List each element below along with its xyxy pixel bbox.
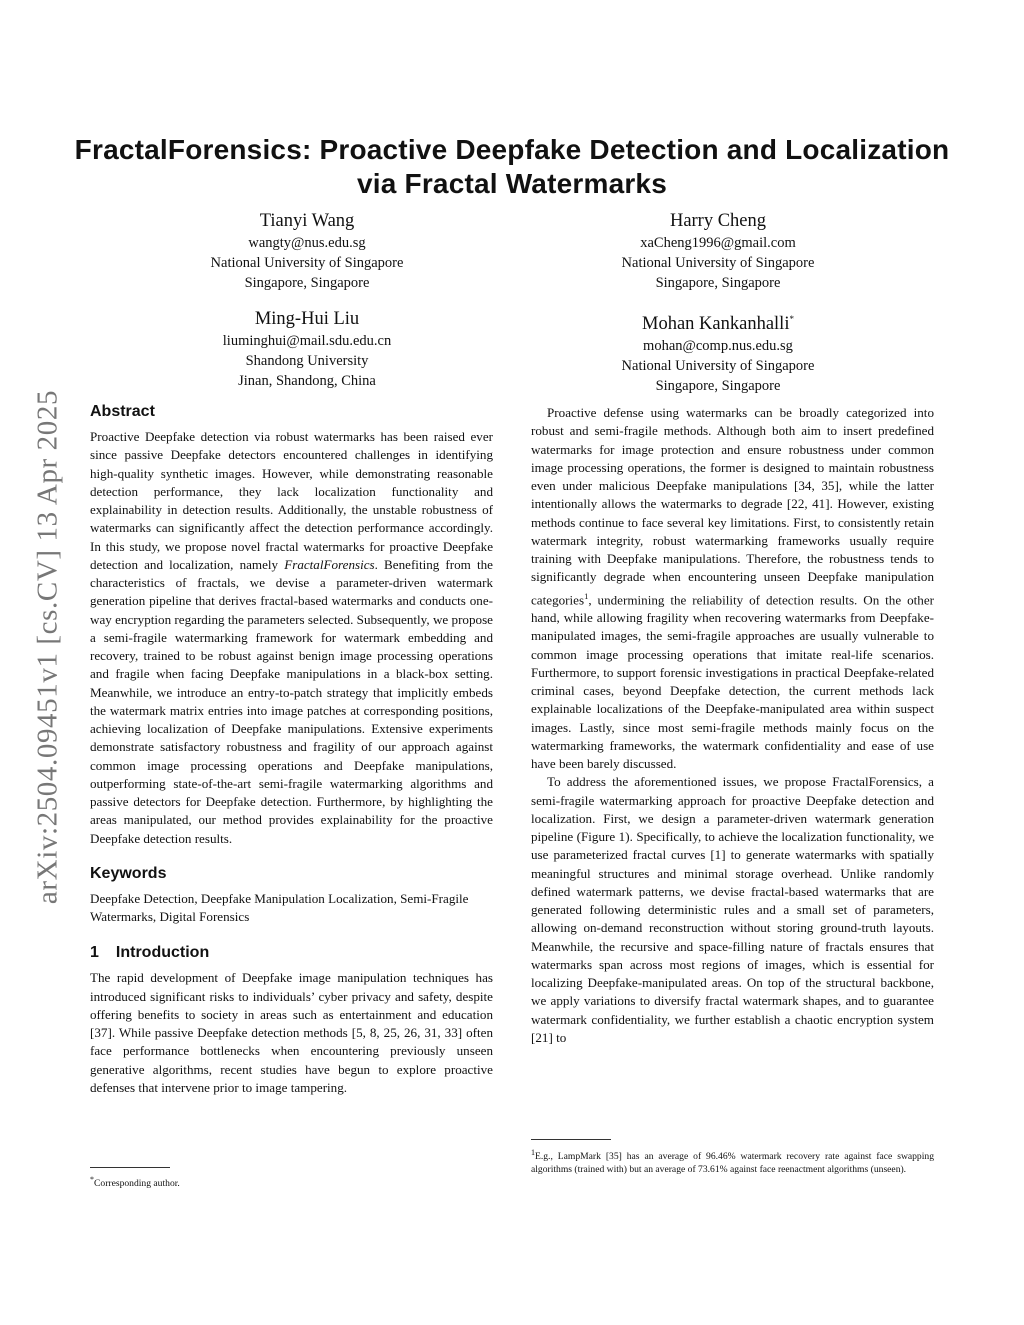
author-name: Harry Cheng bbox=[669, 211, 767, 231]
author-block bbox=[147, 307, 467, 391]
paragraph-text: Proactive defense using watermarks can be broadly categorized into robust and semi-fragile methods. Although both aim to insert predefined watermarks for image protection and ensure robustness under common image processing operations, the former is designed to maintain robustness even under malicious Deepfake manipulations [34, 35], while the latter intentionally allows the watermarks to degrade [22, 41]. However, existing methods continue to face several key limitations. First, to consistently retain watermark integrity, robust watermarking frameworks usually require training with Deepfake manipulations. Therefore, the robustness tends to significantly degrade when encountering unseen Deepfake manipulation categories bbox=[531, 405, 934, 607]
author-block bbox=[558, 209, 878, 293]
author-name: Tianyi Wang bbox=[259, 211, 355, 231]
author-name: Mohan Kankanhalli bbox=[642, 314, 790, 335]
footnote-rule bbox=[90, 1167, 170, 1168]
footnote-lampmark bbox=[531, 1146, 934, 1176]
author-location: Singapore, Singapore bbox=[655, 275, 781, 291]
keywords-heading: Keywords bbox=[90, 864, 167, 882]
author-block bbox=[147, 209, 467, 293]
body-paragraph: To address the aforementioned issues, we propose FractalForensics, a semi-fragile watermarking approach for proactive Deepfake detection and localization. First, we design a parameter-driven watermark generation pipeline (Figure 1). Specifically, to achieve the localization functionality, we use parameterized fractal curves [1] to generate watermarks with spatially meaningful structures and minimal storage overhead. Unlike randomly defined watermark patterns, we devise fractal-based watermarks that are generated following deterministic rules and a small set of parameters, allowing on-demand reconstruction without storing ground-truth layouts. Meanwhile, the recursive and space-filling nature of fractals ensures that watermarks span across most regions of images, which is essential for localizing Deepfake-manipulated areas. On top of the structural backbone, we apply variations to diversify fractal watermark shapes, and to guarantee watermark confidentiality, we further establish a chaotic encryption system [21] to bbox=[531, 774, 934, 1045]
author-affiliation: Shandong University bbox=[245, 353, 369, 369]
author-email: mohan@comp.nus.edu.sg bbox=[643, 338, 793, 355]
author-affiliation: National University of Singapore bbox=[621, 255, 815, 271]
arxiv-identifier: arXiv:2504.09451v1 [cs.CV] 13 Apr 2025 bbox=[31, 389, 63, 905]
intro-paragraph: The rapid development of Deepfake image manipulation techniques has introduced significant risks to individuals’ cyber privacy and safety, despite offering benefits to society in areas such as entertainment and education [37]. While passive Deepfake detection methods [5, 8, 25, 26, 31, 33] often face performance bottlenecks when encountering previously unseen generative algorithms, recent studies have begun to explore proactive defenses that intervene prior to image tampering. bbox=[90, 970, 493, 1095]
author-affiliation: National University of Singapore bbox=[210, 255, 404, 271]
arxiv-stamp bbox=[10, 352, 85, 942]
author-name: Ming-Hui Liu bbox=[254, 309, 360, 329]
footnote-text: E.g., LampMark [35] has an average of 96.46% watermark recovery rate against face swapping algorithms (trained with) but an average of 73.61% against face reenactment algorithms (unseen). bbox=[531, 1151, 934, 1176]
body-paragraph bbox=[531, 404, 934, 773]
abstract-text bbox=[90, 428, 493, 848]
abstract-heading: Abstract bbox=[90, 403, 155, 420]
left-column bbox=[90, 402, 493, 1097]
abstract-text-part: Proactive Deepfake detection via robust watermarks has been raised ever since passive Deepfake detectors encountered challenges in identifying high-quality synthetic images. However, while demonstrating reasonable detection performance, they lack localization functionality and explainability in detection results. Additionally, the unstable robustness of watermarks can significantly affect the detection performance accordingly. In this study, we propose novel fractal watermarks for proactive Deepfake detection and localization, namely bbox=[90, 429, 493, 572]
footnote-corresponding bbox=[90, 1173, 490, 1190]
footnote-ref: 1 bbox=[584, 590, 589, 601]
author-location: Singapore, Singapore bbox=[655, 378, 781, 395]
corresponding-author-mark: * bbox=[789, 314, 794, 324]
keywords-text: Deepfake Detection, Deepfake Manipulation Localization, Semi-Fragile Watermarks, Digital Forensics bbox=[90, 890, 469, 924]
section-heading-introduction bbox=[90, 943, 493, 963]
author-block bbox=[558, 307, 878, 396]
method-name: FractalForensics bbox=[284, 556, 375, 572]
author-email: xaCheng1996@gmail.com bbox=[640, 235, 796, 251]
author-location: Singapore, Singapore bbox=[244, 275, 370, 291]
author-location: Jinan, Shandong, China bbox=[238, 373, 376, 389]
author-email: liuminghui@mail.sdu.edu.cn bbox=[222, 333, 392, 349]
section-number: 1 bbox=[90, 944, 99, 962]
section-title: Introduction bbox=[115, 944, 210, 962]
author-affiliation: National University of Singapore bbox=[621, 358, 815, 375]
abstract-text-part: . Benefiting from the characteristics of fractals, we devise a parameter-driven watermark generation pipeline that derives fractal-based watermarks and conducts one-way encryption regarding the parameters selected. Subsequently, we propose a semi-fragile watermarking framework for watermark embedding and recovery, trained to be robust against benign image processing operations and fragile when facing Deepfake manipulations in a black-box setting. Meanwhile, we introduce an entry-to-patch strategy that implicitly embeds the watermark matrix entries into image patches at corresponding positions, achieving localization of Deepfake manipulations. Extensive experiments demonstrate satisfactory robustness and fragility of our approach against common image processing operations and Deepfake manipulations, outperforming state-of-the-art semi-fragile watermarking algorithms and passive detectors for Deepfake detection. Furthermore, by highlighting the areas manipulated, our method provides explainability for the proactive Deepfake detection results. bbox=[90, 556, 493, 846]
paragraph-text: , undermining the reliability of detection results. On the other hand, while allowing fragility when recovering watermarks from Deepfake-manipulated images, the semi-fragile approaches are usually vulnerable to common image processing operations that imitate real-life scenarios. Furthermore, to support forensic investigations in practical Deepfake-related criminal cases, beyond Deepfake detection, the current methods lack explainable localizations of the Deepfake-manipulated area within suspect images. Lastly, since most semi-fragile methods mainly focus on the watermarking frameworks, the watermark confidentiality and ease of use have been barely discussed. bbox=[531, 591, 934, 772]
right-column bbox=[531, 404, 934, 1047]
author-name-line bbox=[558, 307, 878, 336]
footnote-mark: 1 bbox=[531, 1148, 535, 1157]
footnote-mark: * bbox=[90, 1175, 94, 1184]
paper-title: FractalForensics: Proactive Deepfake Detection and Localization via Fractal Watermarks bbox=[74, 134, 950, 199]
footnote-rule bbox=[531, 1139, 611, 1140]
footnote-text: Corresponding author. bbox=[94, 1178, 180, 1190]
author-email: wangty@nus.edu.sg bbox=[248, 235, 366, 251]
